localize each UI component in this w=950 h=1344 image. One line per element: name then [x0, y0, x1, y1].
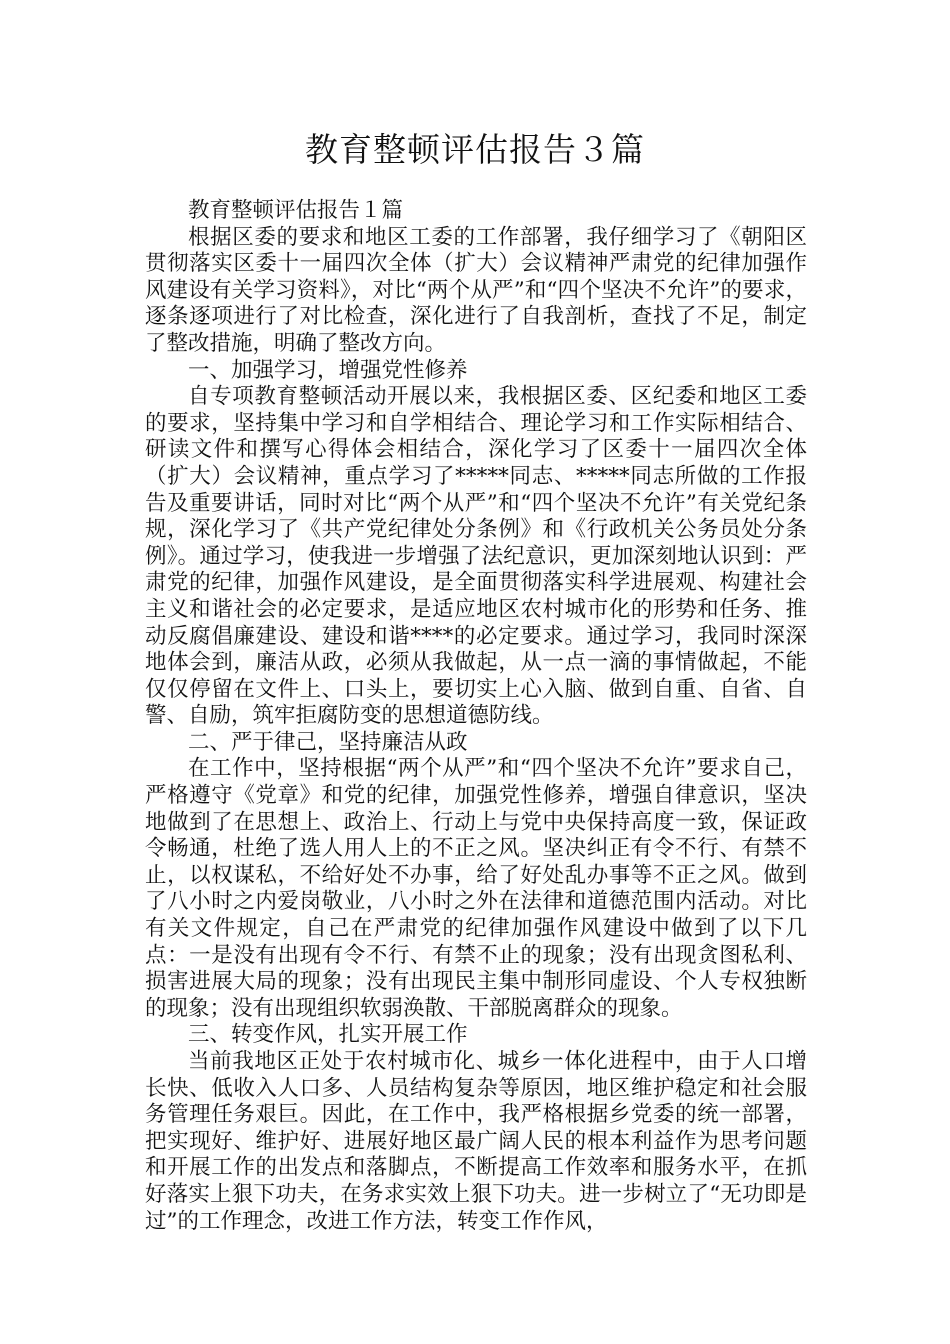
section-heading-1: 一、加强学习，增强党性修养 [188, 357, 468, 383]
intro-paragraph: 根据区委的要求和地区工委的工作部署，我仔细学习了《朝阳区贯彻落实区委十一届四次全体（扩大）会议精神严肃党的纪律加强作风建设有关学习资料》，对比“两个从严”和“四个坚决不允许”的要求，逐条逐项进行了对比检查，深化进行了自我剖析，查找了不足，制定了整改措施，明确了整改方向。 [145, 224, 807, 356]
subtitle-paragraph: 教育整顿评估报告１篇 [188, 198, 404, 223]
document-body [145, 198, 807, 1235]
document-title: 教育整顿评估报告３篇 [305, 130, 645, 169]
section-heading-3: 三、转变作风，扎实开展工作 [188, 1022, 468, 1048]
section-heading-2: 二、严于律己，坚持廉洁从政 [188, 729, 468, 755]
section-3-paragraph: 当前我地区正处于农村城市化、城乡一体化进程中，由于人口增长快、低收入人口多、人员结构复杂等原因，地区维护稳定和社会服务管理任务艰巨。因此，在工作中，我严格根据乡党委的统一部署，把实现好、维护好、进展好地区最广阔人民的根本利益作为思考问题和开展工作的出发点和落脚点，不断提高工作效率和服务水平，在抓好落实上狠下功夫，在务求实效上狠下功夫。进一步树立了“无功即是过”的工作理念，改进工作方法，转变工作作风， [145, 1049, 807, 1234]
section-1-paragraph: 自专项教育整顿活动开展以来，我根据区委、区纪委和地区工委的要求，坚持集中学习和自学相结合、理论学习和工作实际相结合、研读文件和撰写心得体会相结合，深化学习了区委十一届四次全体（扩大）会议精神，重点学习了*****同志、*****同志所做的工作报告及重要讲话，同时对比“两个从严”和“四个坚决不允许”有关党纪条规，深化学习了《共产党纪律处分条例》和《行政机关公务员处分条例》。通过学习，使我进一步增强了法纪意识，更加深刻地认识到：严肃党的纪律，加强作风建设，是全面贯彻落实科学进展观、构建社会主义和谐社会的必定要求，是适应地区农村城市化的形势和任务、推动反腐倡廉建设、建设和谐****的必定要求。通过学习，我同时深深地体会到，廉洁从政，必须从我做起，从一点一滴的事情做起，不能仅仅停留在文件上、口头上，要切实上心入脑、做到自重、自省、自警、自励，筑牢拒腐防变的思想道德防线。 [145, 384, 807, 729]
section-2-paragraph: 在工作中，坚持根据“两个从严”和“四个坚决不允许”要求自己，严格遵守《党章》和党的纪律，加强党性修养，增强自律意识，坚决地做到了在思想上、政治上、行动上与党中央保持高度一致，保证政令畅通，杜绝了选人用人上的不正之风。坚决纠正有令不行、有禁不止，以权谋私，不给好处不办事，给了好处乱办事等不正之风。做到了八小时之内爱岗敬业，八小时之外在法律和道德范围内活动。对比有关文件规定，自己在严肃党的纪律加强作风建设中做到了以下几点：一是没有出现有令不行、有禁不止的现象；没有出现贪图私利、损害进展大局的现象；没有出现民主集中制形同虚设、个人专权独断的现象；没有出现组织软弱涣散、干部脱离群众的现象。 [145, 756, 807, 1021]
